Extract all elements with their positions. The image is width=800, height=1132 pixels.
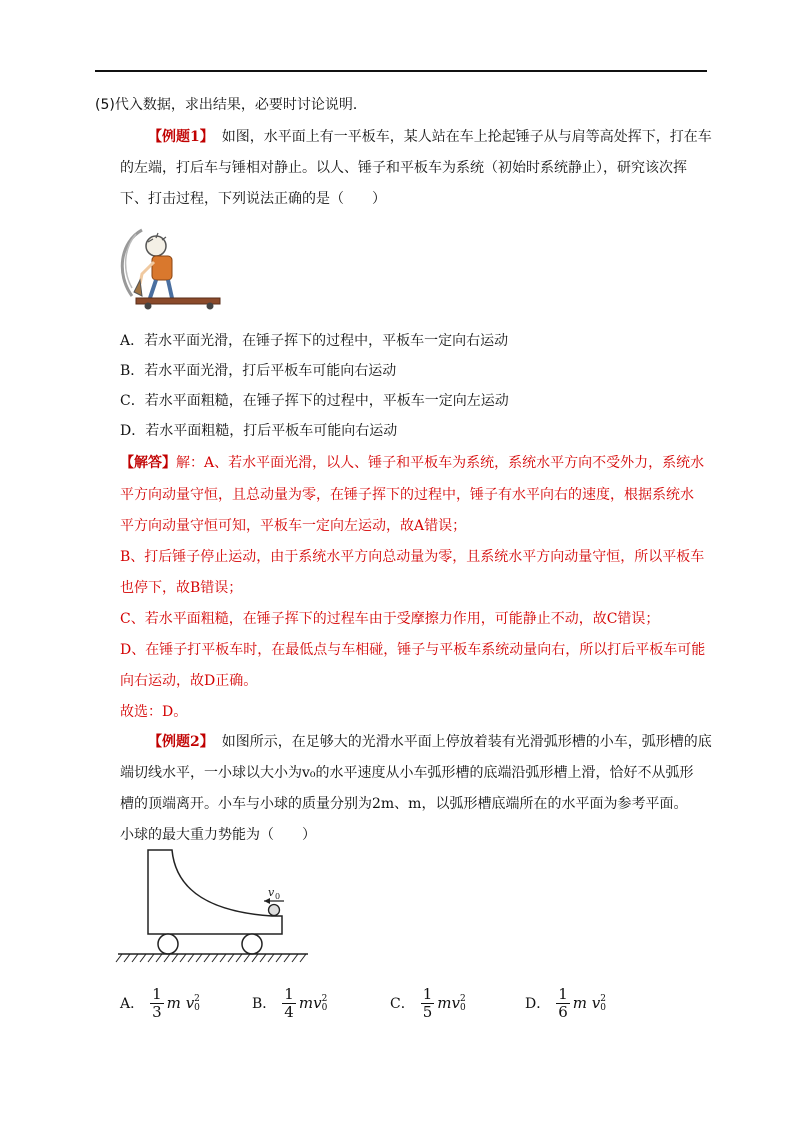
ex1-option-c: C．若水平面粗糙，在锤子挥下的过程中，平板车一定向左运动 xyxy=(120,393,509,409)
fraction: $\frac{1}{4}$ xyxy=(284,985,294,1021)
arc-slot-cart-figure xyxy=(112,842,312,970)
ex2-stem-line-3: 槽的顶端离开。小车与小球的质量分别为2m、m，以弧形槽底端所在的水平面为参考平面。 xyxy=(120,796,688,812)
answer-line-9: 故选：D。 xyxy=(120,704,188,720)
header-rule xyxy=(95,70,707,72)
ex1-stem-line-3: 下、打击过程，下列说法正确的是（ ） xyxy=(120,191,386,207)
ex2-tag: 【例题2】 xyxy=(148,734,214,750)
ex1-option-a: A．若水平面光滑，在锤子挥下的过程中，平板车一定向右运动 xyxy=(120,333,509,349)
answer-line-1: 【解答】解：A、若水平面光滑，以人、锤子和平板车为系统，系统水平方向不受外力，系统水 xyxy=(120,455,705,471)
answer-line-7: D、在锤子打平板车时，在最低点与车相碰，锤子与平板车系统动量向右，所以打后平板车可能 xyxy=(120,642,706,658)
ex2-stem-line-1: 【例题2】 如图所示，在足够大的光滑水平面上停放着装有光滑弧形槽的小车，弧形槽的底 xyxy=(148,734,712,750)
figure-label-sub: 0 xyxy=(275,892,281,901)
answer-line-2: 平方向动量守恒，且总动量为零，在锤子挥下的过程中，锤子有水平向右的速度，根据系统水 xyxy=(120,487,694,503)
ex2-option-d: D． $\frac{1}{6}$ m v 2 0 xyxy=(525,985,607,1021)
answer-line-8: 向右运动，故D正确。 xyxy=(120,673,258,689)
answer-line-5: 也停下，故B错误； xyxy=(120,580,243,596)
ex2-option-b: B． $\frac{1}{4}$ mv 2 0 xyxy=(252,985,328,1021)
answer-tag: 【解答】 xyxy=(120,455,176,471)
fraction: $\frac{1}{3}$ xyxy=(152,985,162,1021)
header-step: (5)代入数据，求出结果，必要时讨论说明． xyxy=(95,97,367,113)
ex1-option-b: B．若水平面光滑，打后平板车可能向右运动 xyxy=(120,363,397,379)
ex2-option-a: A． $\frac{1}{3}$ m v 2 0 xyxy=(120,985,200,1021)
answer-line-6: C、若水平面粗糙，在锤子挥下的过程车由于受摩擦力作用，可能静止不动，故C错误； xyxy=(120,611,660,627)
expression: mv 2 0 xyxy=(437,994,466,1013)
expression: m v 2 0 xyxy=(166,994,200,1013)
ex2-stem-line-2: 端切线水平，一小球以大小为v₀的水平速度从小车弧形槽的底端沿弧形槽上滑，恰好不从弧形 xyxy=(120,765,694,781)
answer-line-4: B、打后锤子停止运动，由于系统水平方向总动量为零，且系统水平方向动量守恒，所以平板车 xyxy=(120,549,705,565)
hammer-cart-figure xyxy=(112,218,227,310)
fraction: $\frac{1}{5}$ xyxy=(422,985,433,1021)
expression: m v 2 0 xyxy=(572,994,607,1013)
expression: mv 2 0 xyxy=(298,994,328,1013)
answer-line-3: 平方向动量守恒可知，平板车一定向左运动，故A错误； xyxy=(120,518,467,534)
figure-label-v: v xyxy=(268,886,275,899)
ex1-option-d: D．若水平面粗糙，打后平板车可能向右运动 xyxy=(120,423,398,439)
ex2-stem-line-4: 小球的最大重力势能为（ ） xyxy=(120,827,316,843)
ex1-stem-line-1: 【例题1】 如图，水平面上有一平板车，某人站在车上抡起锤子从与肩等高处挥下，打在车 xyxy=(148,129,712,145)
fraction: $\frac{1}{6}$ xyxy=(558,985,568,1021)
ex1-tag: 【例题1】 xyxy=(148,129,214,145)
ex2-option-c: C． $\frac{1}{5}$ mv 2 0 xyxy=(390,985,466,1021)
ex1-stem-line-2: 的左端，打后车与锤相对静止。以人、锤子和平板车为系统（初始时系统静止），研究该次挥 xyxy=(120,160,687,176)
